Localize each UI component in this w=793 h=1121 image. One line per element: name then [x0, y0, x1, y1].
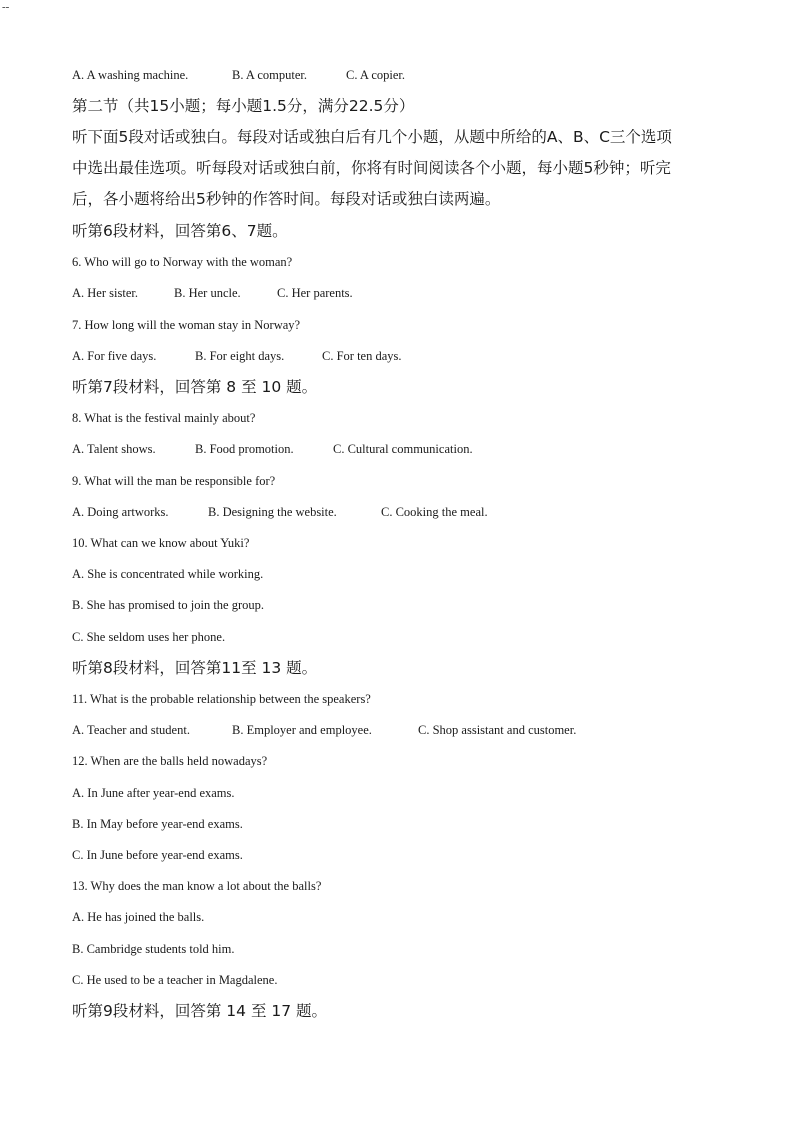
q6-option-c: C. Her parents. [277, 286, 353, 300]
q11-option-b: B. Employer and employee. [232, 723, 372, 737]
q11-options [72, 721, 576, 739]
q13-stem: 13. Why does the man know a lot about the balls? [72, 879, 322, 893]
section2-instruction-line1: 听下面5段对话或独白。每段对话或独白后有几个小题，从题中所给的A、B、C三个选项 [72, 128, 672, 146]
q7-option-a: A. For five days. [72, 349, 157, 363]
q9-option-b: B. Designing the website. [208, 505, 337, 519]
q13-option-b: B. Cambridge students told him. [72, 942, 235, 956]
q12-stem: 12. When are the balls held nowadays? [72, 754, 268, 768]
q6-option-a: A. Her sister. [72, 286, 138, 300]
q8-options [72, 440, 473, 458]
q13-option-a: A. He has joined the balls. [72, 910, 205, 924]
q12-option-c: C. In June before year-end exams. [72, 848, 243, 862]
q10-stem: 10. What can we know about Yuki? [72, 536, 250, 550]
section2-instruction-line3: 后，各小题将给出5秒钟的作答时间。每段对话或独白读两遍。 [72, 190, 501, 208]
q9-stem: 9. What will the man be responsible for? [72, 474, 276, 488]
q9-option-c: C. Cooking the meal. [381, 505, 488, 519]
q7-option-b: B. For eight days. [195, 349, 285, 363]
q6-option-b: B. Her uncle. [174, 286, 241, 300]
q11-option-a: A. Teacher and student. [72, 723, 190, 737]
q8-stem: 8. What is the festival mainly about? [72, 411, 256, 425]
q11-option-c: C. Shop assistant and customer. [418, 723, 577, 737]
q6-options [72, 284, 353, 302]
q9-options [72, 503, 488, 521]
q12-option-b: B. In May before year-end exams. [72, 817, 243, 831]
section2-heading: 第二节（共15小题；每小题1.5分，满分22.5分） [72, 97, 415, 115]
material-9-heading: 听第9段材料，回答第 14 至 17 题。 [72, 1002, 328, 1020]
q10-option-c: C. She seldom uses her phone. [72, 630, 226, 644]
q6-stem: 6. Who will go to Norway with the woman? [72, 255, 293, 269]
material-7-heading: 听第7段材料，回答第 8 至 10 题。 [72, 378, 318, 396]
q8-option-c: C. Cultural communication. [333, 442, 473, 456]
q11-stem: 11. What is the probable relationship between the speakers? [72, 692, 371, 706]
q10-option-a: A. She is concentrated while working. [72, 567, 264, 581]
q10-option-b: B. She has promised to join the group. [72, 598, 264, 612]
material-8-heading: 听第8段材料，回答第11至 13 题。 [72, 659, 318, 677]
q7-options [72, 347, 402, 365]
q13-option-c: C. He used to be a teacher in Magdalene. [72, 973, 278, 987]
material-6-heading: 听第6段材料，回答第6、7题。 [72, 222, 288, 240]
q12-option-a: A. In June after year-end exams. [72, 786, 235, 800]
corner-mark: -- [2, 1, 10, 13]
q8-option-b: B. Food promotion. [195, 442, 294, 456]
q9-option-a: A. Doing artworks. [72, 505, 169, 519]
q7-stem: 7. How long will the woman stay in Norway? [72, 318, 301, 332]
q8-option-a: A. Talent shows. [72, 442, 156, 456]
q5-option-b: B. A computer. [232, 68, 307, 82]
q7-option-c: C. For ten days. [322, 349, 402, 363]
q5-option-a: A. A washing machine. [72, 68, 189, 82]
q5-options [72, 66, 405, 84]
section2-instruction-line2: 中选出最佳选项。听每段对话或独白前，你将有时间阅读各个小题，每小题5秒钟；听完 [72, 159, 671, 177]
q5-option-c: C. A copier. [346, 68, 406, 82]
